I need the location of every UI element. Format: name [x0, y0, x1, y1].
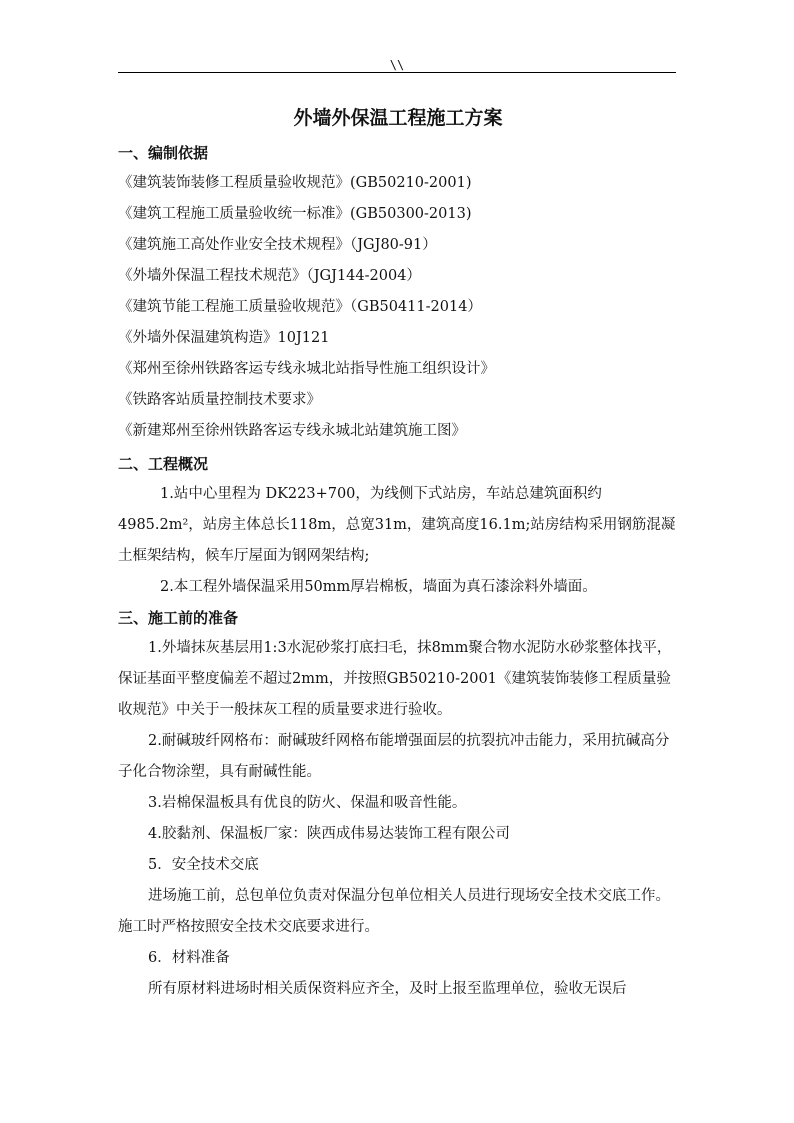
- preparation-paragraph-2: 2.耐碱玻纤网格布：耐碱玻纤网格布能增强面层的抗裂抗冲击能力，采用抗碱高分子化合物涂塑，具有耐碱性能。: [118, 733, 670, 780]
- overview-paragraph-2: 2.本工程外墙保温采用50mm厚岩棉板，墙面为真石漆涂料外墙面。: [160, 579, 597, 595]
- basis-item: 《新建郑州至徐州铁路客运专线永城北站建筑施工图》: [118, 423, 466, 439]
- preparation-paragraph-materials: 所有原材料进场时相关质保资料应齐全，及时上报至监理单位，验收无误后: [148, 981, 627, 997]
- basis-item: 《外墙外保温建筑构造》10J121: [118, 330, 330, 346]
- header-mark: \\: [389, 58, 405, 72]
- preparation-subheading-materials: 6．材料准备: [148, 950, 230, 966]
- section-heading-preparation: 三、施工前的准备: [118, 609, 239, 627]
- basis-item: 《建筑施工高处作业安全技术规程》（JGJ80-91）: [118, 237, 437, 253]
- preparation-paragraph-4: 4.胶黏剂、保温板厂家：陕西成伟易达装饰工程有限公司: [148, 826, 510, 842]
- basis-item: 《建筑装饰装修工程质量验收规范》(GB50210-2001): [118, 175, 472, 191]
- basis-item: 《铁路客站质量控制技术要求》: [118, 392, 321, 408]
- basis-item: 《建筑节能工程施工质量验收规范》（GB50411-2014）: [118, 299, 482, 315]
- overview-paragraph-1: 1.站中心里程为 DK223+700，为线侧下式站房，车站总建筑面积约 4985.2m²，站房主体总长118m，总宽31m，建筑高度16.1m;站房结构采用钢筋混凝土框架结构，候车厅屋面为钢网架结构;: [118, 486, 676, 564]
- preparation-subheading-safety: 5．安全技术交底: [148, 857, 259, 873]
- basis-item: 《建筑工程施工质量验收统一标准》(GB50300-2013): [118, 206, 472, 222]
- section-heading-basis: 一、编制依据: [118, 144, 209, 162]
- header-rule: [118, 72, 676, 73]
- document-title: 外墙外保温工程施工方案: [293, 107, 503, 129]
- section-heading-overview: 二、工程概况: [118, 455, 209, 473]
- preparation-paragraph-safety: 进场施工前，总包单位负责对保温分包单位相关人员进行现场安全技术交底工作。施工时严格按照安全技术交底要求进行。: [118, 888, 670, 935]
- basis-item: 《郑州至徐州铁路客运专线永城北站指导性施工组织设计》: [118, 361, 495, 377]
- preparation-paragraph-1: 1.外墙抹灰基层用1:3水泥砂浆打底扫毛，抹8mm聚合物水泥防水砂浆整体找平，保证基面平整度偏差不超过2mm，并按照GB50210-2001《建筑装饰装修工程质量验收规范》中关于一般抹灰工程的质量要求进行验收。: [118, 640, 672, 718]
- basis-item: 《外墙外保温工程技术规范》（JGJ144-2004）: [118, 268, 421, 284]
- preparation-paragraph-3: 3.岩棉保温板具有优良的防火、保温和吸音性能。: [148, 795, 467, 811]
- document-body: [118, 100, 678, 1005]
